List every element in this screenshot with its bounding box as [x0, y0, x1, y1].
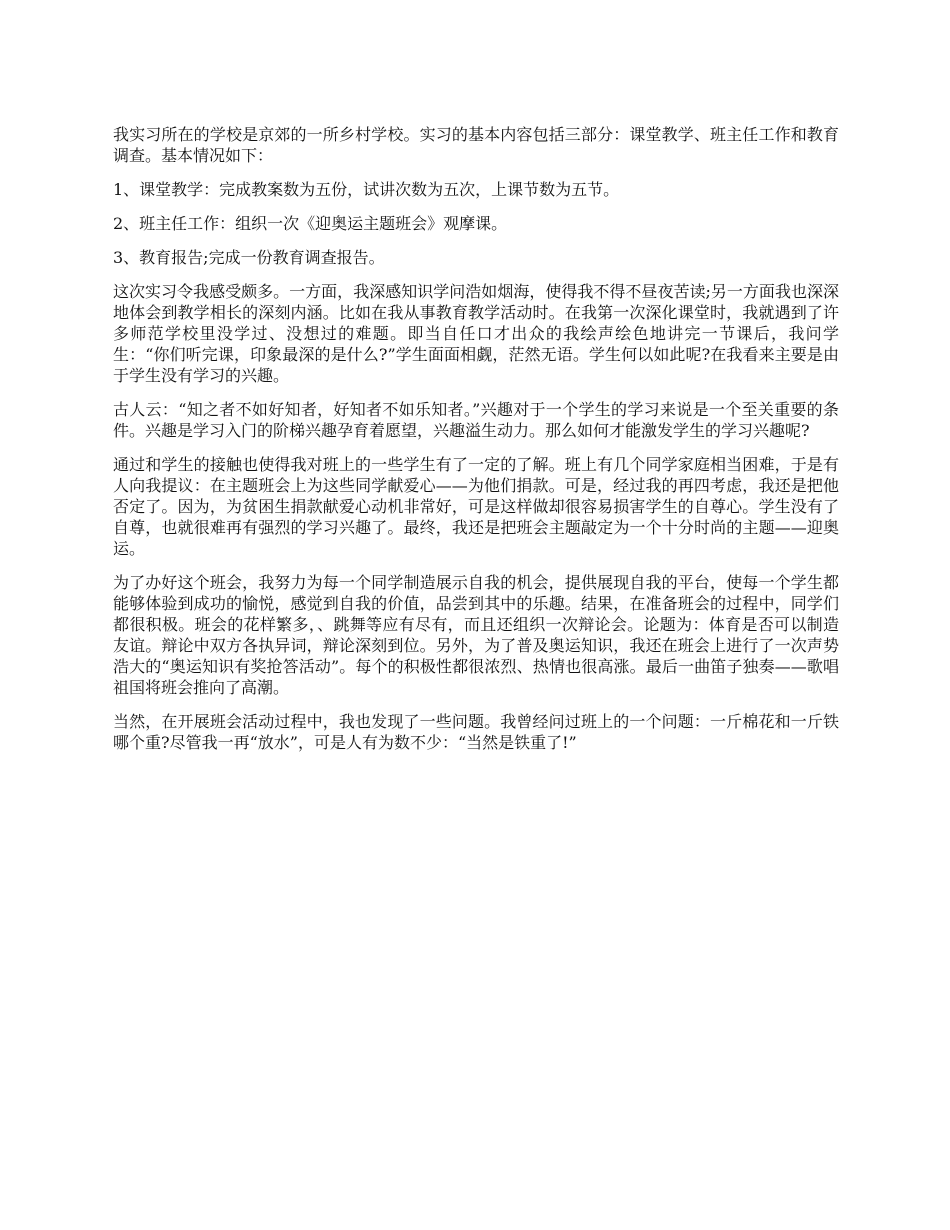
paragraph-interest: 古人云：“知之者不如好知者，好知者不如乐知者。”兴趣对于一个学生的学习来说是一个至关重要的条件。兴趣是学习入门的阶梯兴趣孕育着愿望，兴趣溢生动力。那么如何才能激发学生的学习兴趣呢? — [113, 400, 839, 440]
paragraph-intro: 我实习所在的学校是京郊的一所乡村学校。实习的基本内容包括三部分：课堂教学、班主任工作和教育调查。基本情况如下： — [113, 125, 839, 165]
paragraph-item-1: 1、课堂教学：完成教案数为五份，试讲次数为五次，上课节数为五节。 — [113, 180, 620, 199]
paragraph-class-meeting-theme: 通过和学生的接触也使得我对班上的一些学生有了一定的了解。班上有几个同学家庭相当困难，于是有人向我提议：在主题班会上为这些同学献爱心——为他们捐款。可是，经过我的再四考虑，我还是把他否定了。因为，为贫困生捐款献爱心动机非常好，可是这样做却很容易损害学生的自尊心。学生没有了自尊，也就很难再有强烈的学习兴趣了。最终，我还是把班会主题敲定为一个十分时尚的主题——迎奥运。 — [113, 455, 839, 558]
paragraph-problems: 当然，在开展班会活动过程中，我也发现了一些问题。我曾经问过班上的一个问题：一斤棉花和一斤铁哪个重?尽管我一再“放水”，可是人有为数不少：“当然是铁重了!” — [113, 712, 839, 752]
paragraph-item-3: 3、教育报告;完成一份教育调查报告。 — [113, 248, 385, 267]
paragraph-reflection: 这次实习令我感受颇多。一方面，我深感知识学问浩如烟海，使得我不得不昼夜苦读;另一方面我也深深地体会到教学相长的深刻内涵。比如在我从事教育教学活动时。在我第一次深化课堂时，我就遇到了许多师范学校里没学过、没想过的难题。即当自任口才出众的我绘声绘色地讲完一节课后，我问学生：“你们听完课，印象最深的是什么?”学生面面相觑，茫然无语。学生何以如此呢?在我看来主要是由于学生没有学习的兴趣。 — [113, 282, 839, 385]
paragraph-class-meeting-activities: 为了办好这个班会，我努力为每一个同学制造展示自我的机会，提供展现自我的平台，使每一个学生都能够体验到成功的愉悦，感觉到自我的价值，品尝到其中的乐趣。结果，在准备班会的过程中，同学们都很积极。班会的花样繁多，、跳舞等应有尽有，而且还组织一次辩论会。论题为：体育是否可以制造友谊。辩论中双方各执异词，辩论深刻到位。另外，为了普及奥运知识，我还在班会上进行了一次声势浩大的“奥运知识有奖抢答活动”。每个的积极性都很浓烈、热情也很高涨。最后一曲笛子独奏——歌唱祖国将班会推向了高潮。 — [113, 573, 839, 697]
paragraph-item-2: 2、班主任工作：组织一次《迎奥运主题班会》观摩课。 — [113, 214, 508, 233]
document-body — [113, 124, 839, 766]
